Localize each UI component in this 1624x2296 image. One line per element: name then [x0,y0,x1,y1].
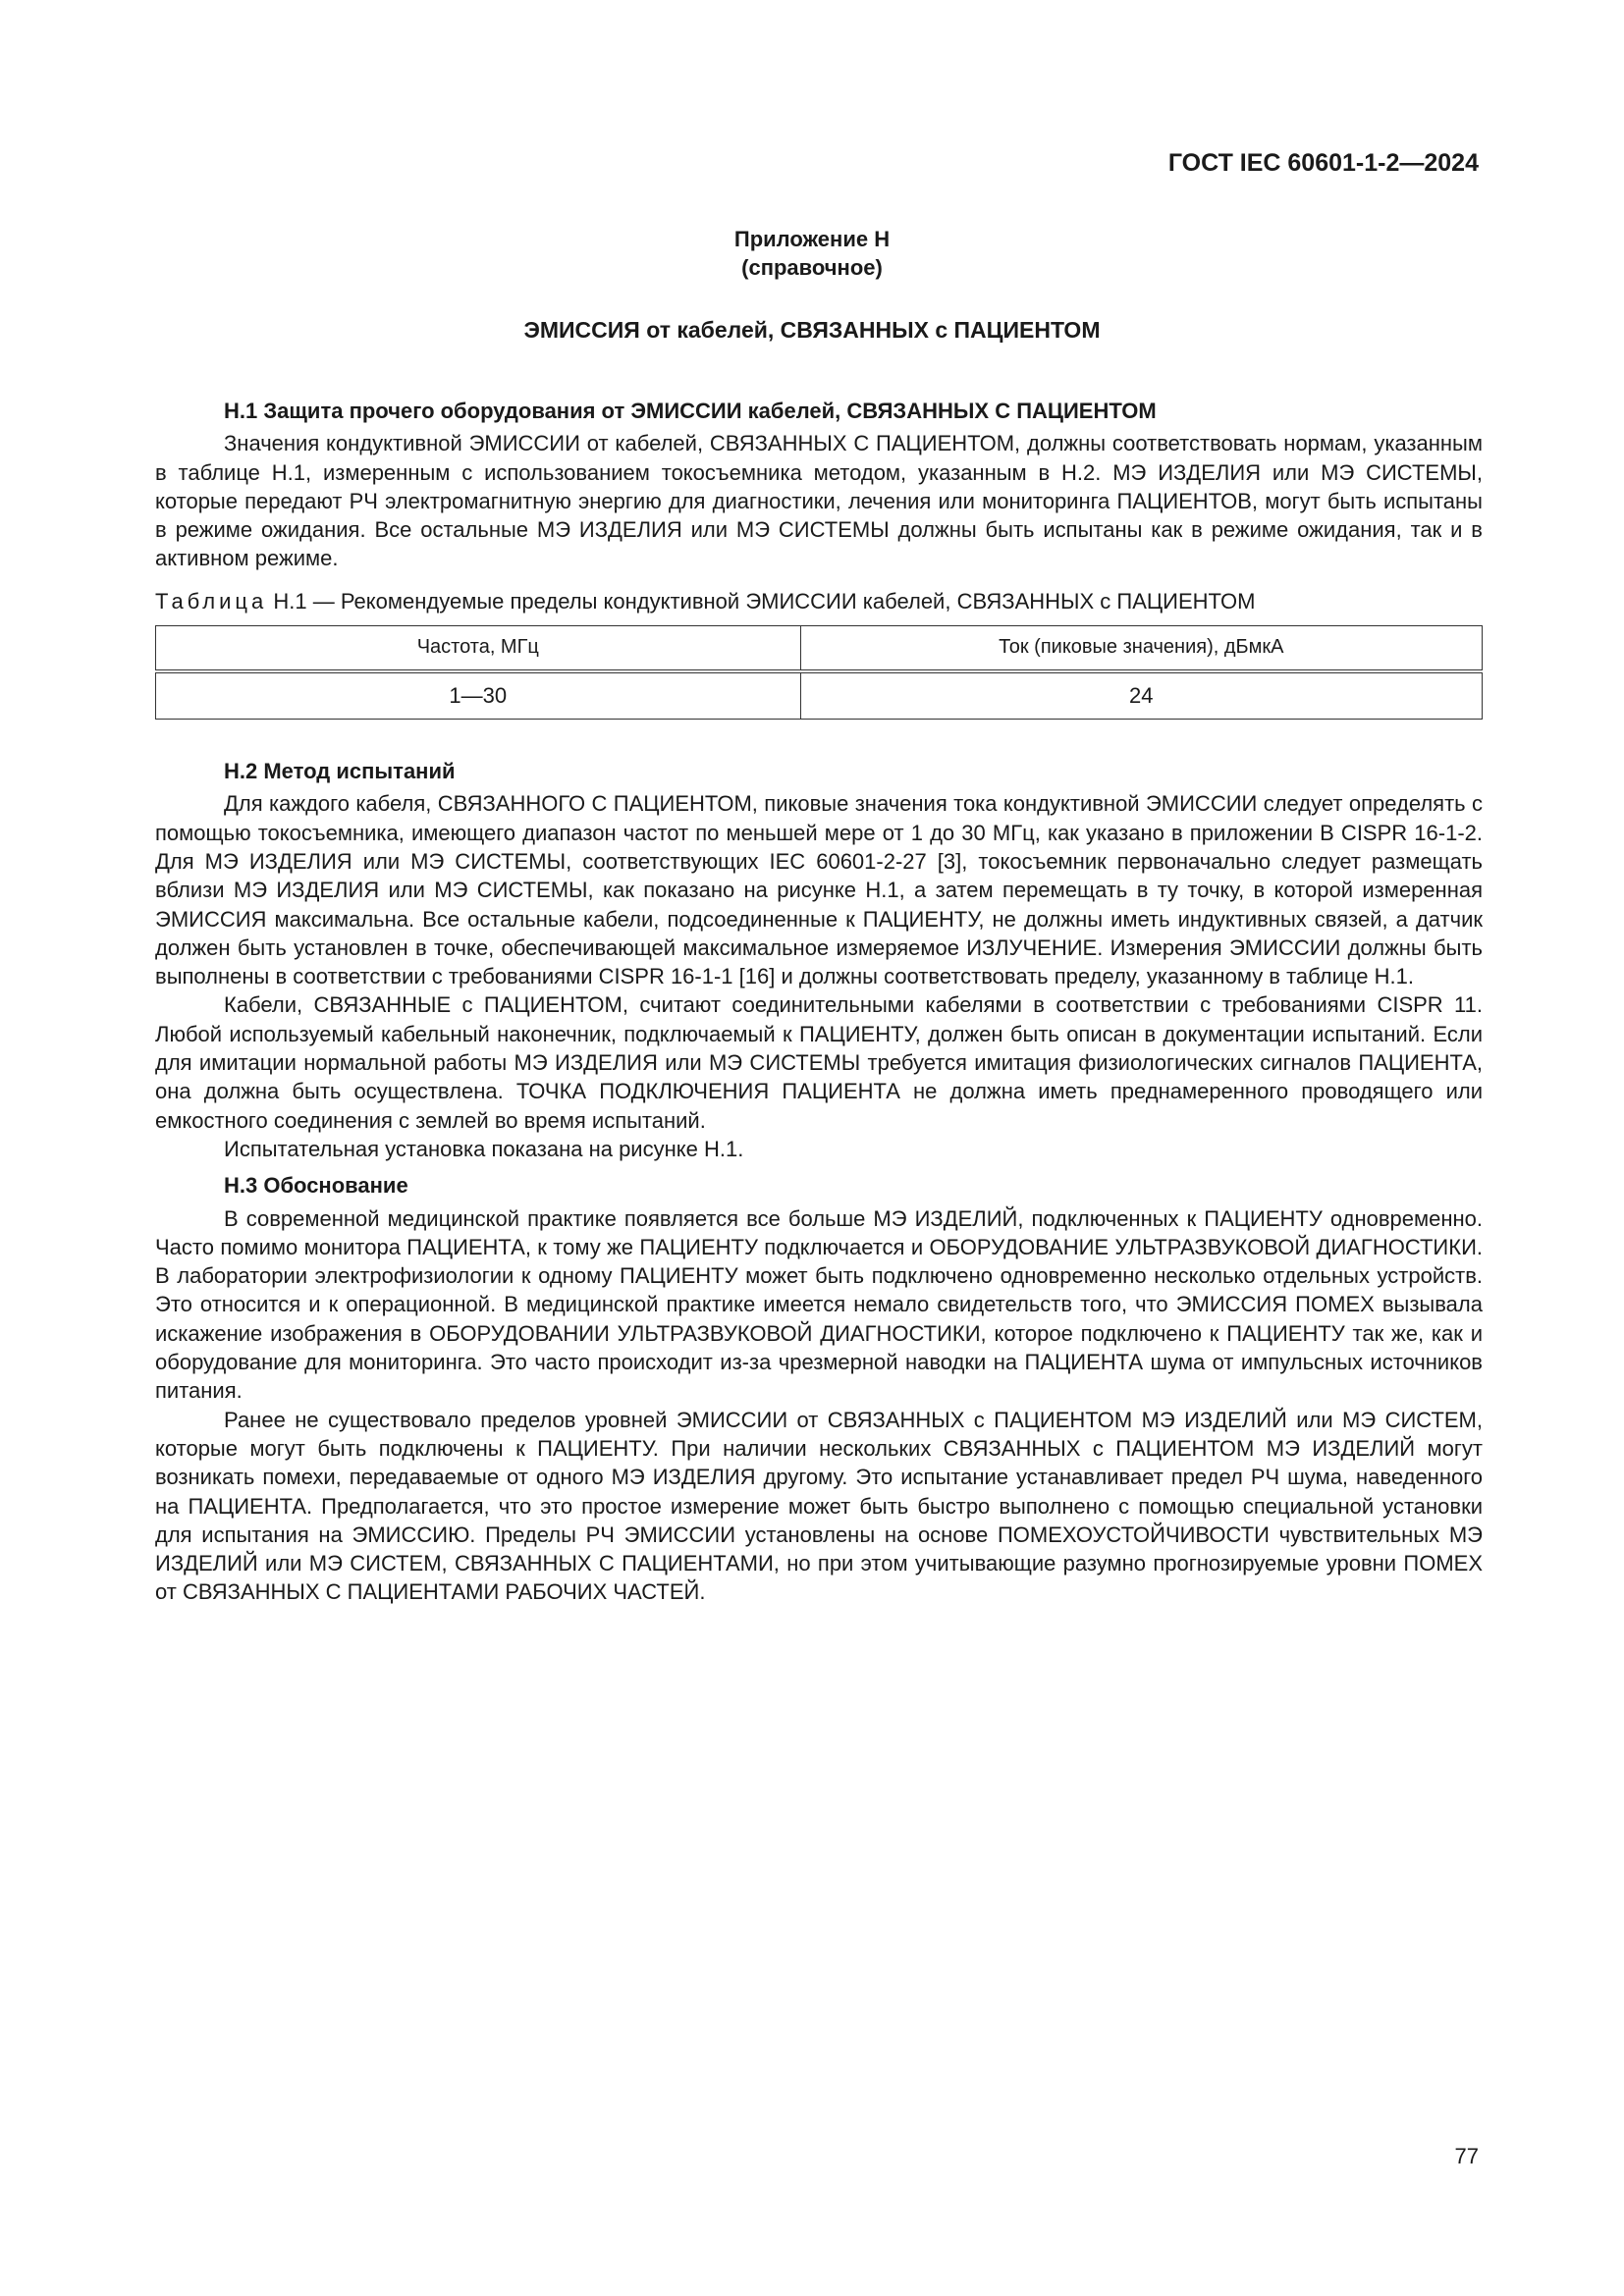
paragraph: В современной медицинской практике появляется все больше МЭ ИЗДЕЛИЙ, подключенных к ПАЦИЕНТУ одновременно. Часто помимо монитора ПАЦИЕНТА, к тому же ПАЦИЕНТУ подключается и ОБОРУДОВАНИЕ УЛЬТРАЗВУКОВОЙ ДИАГНОСТИКИ. В лаборатории электрофизиологии к одному ПАЦИЕНТУ может быть подключено одновременно несколько отдельных устройств. Это относится и к операционной. В медицинской практике имеется немало свидетельств того, что ЭМИССИЯ ПОМЕХ вызывала искажение изображения в ОБОРУДОВАНИИ УЛЬТРАЗВУКОВОЙ ДИАГНОСТИКИ, которое подключено к ПАЦИЕНТУ так же, как и оборудование для мониторинга. Это часто происходит из-за чрезмерной наводки на ПАЦИЕНТА шума от импульсных источников питания. [155,1205,1483,1404]
document-body [155,397,1483,1607]
table-caption-text: Н.1 — Рекомендуемые пределы кондуктивной ЭМИССИИ кабелей, СВЯЗАННЫХ с ПАЦИЕНТОМ [267,588,1256,614]
paragraph: Ранее не существовало пределов уровней ЭМИССИИ от СВЯЗАННЫХ с ПАЦИЕНТОМ МЭ ИЗДЕЛИЙ или МЭ СИСТЕМ, которые могут быть подключены к ПАЦИЕНТУ. При наличии нескольких СВЯЗАННЫХ с ПАЦИЕНТОМ МЭ ИЗДЕЛИЙ могут возникать помехи, передаваемые от одного МЭ ИЗДЕЛИЯ другому. Это испытание устанавливает предел РЧ шума, наведенного на ПАЦИЕНТА. Предполагается, что это простое измерение может быть быстро выполнено с помощью специальной установки для испытания на ЭМИССИЮ. Пределы РЧ ЭМИССИИ установлены на основе ПОМЕХОУСТОЙЧИВОСТИ чувствительных МЭ ИЗДЕЛИЙ или МЭ СИСТЕМ, СВЯЗАННЫХ С ПАЦИЕНТАМИ, но при этом учитывающие разумно прогнозируемые уровни ПОМЕХ от СВЯЗАННЫХ С ПАЦИЕНТАМИ РАБОЧИХ ЧАСТЕЙ. [155,1407,1483,1605]
table-caption-label: Таблица [155,588,268,614]
section-heading-h1: Н.1 Защита прочего оборудования от ЭМИССИИ кабелей, СВЯЗАННЫХ С ПАЦИЕНТОМ [224,399,1157,423]
table-caption [155,587,1483,615]
paragraph: Испытательная установка показана на рисунке Н.1. [224,1136,744,1161]
paragraph: Для каждого кабеля, СВЯЗАННОГО С ПАЦИЕНТОМ, пиковые значения тока кондуктивной ЭМИССИИ следует определять с помощью токосъемника, имеющего диапазон частот по меньшей мере от 1 до 30 МГц, как указано в приложении В CISPR 16-1-2. Для МЭ ИЗДЕЛИЯ или МЭ СИСТЕМЫ, соответствующих IEC 60601-2-27 [3], токосъемник первоначально следует размещать вблизи МЭ ИЗДЕЛИЯ или МЭ СИСТЕМЫ, как показано на рисунке Н.1, а затем перемещать в ту точку, в которой измеренная ЭМИССИЯ максимальна. Все остальные кабели, подсоединенные к ПАЦИЕНТУ, не должны иметь индуктивных связей, а датчик должен быть установлен в точке, обеспечивающей максимальное измеряемое ИЗЛУЧЕНИЕ. Измерения ЭМИССИИ должны быть выполнены в соответствии с требованиями CISPR 16-1-1 [16] и должны соответствовать пределу, указанному в таблице Н.1. [155,791,1483,989]
section-heading-h3: Н.3 Обоснование [224,1173,408,1199]
section-heading-h2: Н.2 Метод испытаний [224,759,456,784]
table-cell-frequency: 1—30 [156,671,801,720]
table-header-current: Ток (пиковые значения), дБмкА [800,626,1482,672]
paragraph: Кабели, СВЯЗАННЫЕ с ПАЦИЕНТОМ, считают соединительными кабелями в соответствии с требованиями CISPR 11. Любой используемый кабельный наконечник, подключаемый к ПАЦИЕНТУ, должен быть описан в документации испытаний. Если для имитации нормальной работы МЭ ИЗДЕЛИЯ или МЭ СИСТЕМЫ требуется имитация физиологических сигналов ПАЦИЕНТА, она должна быть осуществлена. ТОЧКА ПОДКЛЮЧЕНИЯ ПАЦИЕНТА не должна иметь преднамеренного проводящего или емкостного соединения с землей во время испытаний. [155,992,1483,1133]
table-row [156,671,1483,720]
emission-limits-table [155,625,1483,720]
table-header-frequency: Частота, МГц [156,626,801,672]
annex-header [0,225,1624,282]
annex-label: Приложение Н [733,227,891,251]
table-cell-current: 24 [800,671,1482,720]
page-number: 77 [1454,2144,1479,2168]
document-id: ГОСТ IEC 60601-1-2—2024 [1167,149,1479,177]
table-header-row [156,626,1483,672]
annex-title: ЭМИССИЯ от кабелей, СВЯЗАННЫХ с ПАЦИЕНТОМ [523,317,1101,343]
annex-status: (справочное) [741,255,883,280]
paragraph: Значения кондуктивной ЭМИССИИ от кабелей, СВЯЗАННЫХ С ПАЦИЕНТОМ, должны соответствовать нормам, указанным в таблице Н.1, измеренным с использованием токосъемника методом, указанным в Н.2. МЭ ИЗДЕЛИЯ или МЭ СИСТЕМЫ, которые передают РЧ электромагнитную энергию для диагностики, лечения или мониторинга ПАЦИЕНТОВ, могут быть испытаны в режиме ожидания. Все остальные МЭ ИЗДЕЛИЯ или МЭ СИСТЕМЫ должны быть испытаны как в режиме ожидания, так и в активном режиме. [155,431,1483,571]
